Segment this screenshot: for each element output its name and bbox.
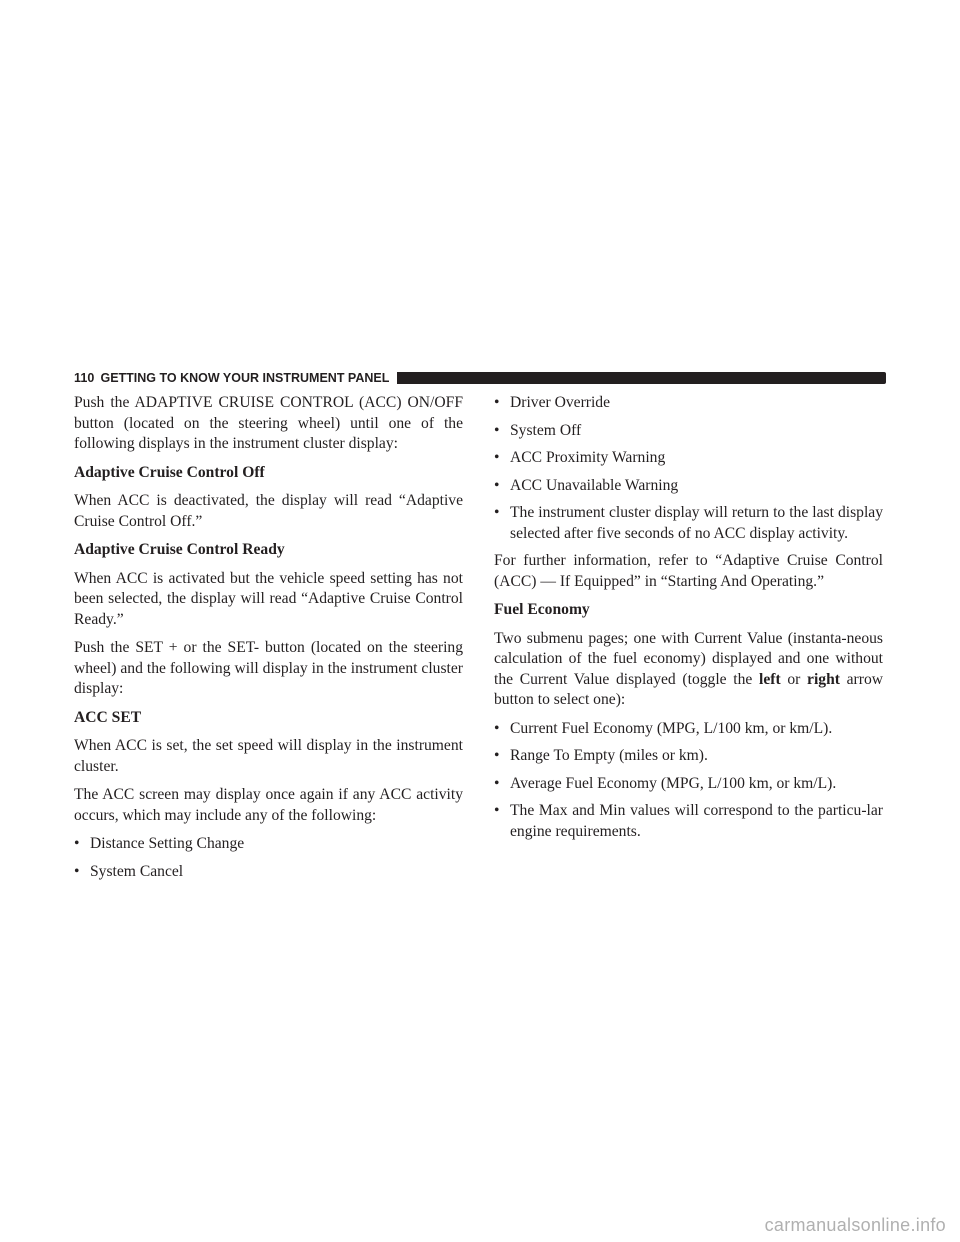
fuel-economy-paragraph (494, 629, 883, 711)
left-keyword: left (759, 670, 781, 688)
bullet-icon: • (494, 394, 500, 411)
list-item-text: Average Fuel Economy (MPG, L/100 km, or km/L). (510, 774, 837, 792)
list-item-text: ACC Proximity Warning (510, 449, 666, 466)
acc-set-heading: ACC SET (74, 708, 142, 726)
watermark: carmanualsonline.info (764, 1215, 946, 1235)
fuel-text-a: Two submenu pages; one with Current Value (instanta-neous calculation of the fuel economy) displayed and one without the Current Value displayed (toggle the (494, 629, 883, 688)
acc-off-heading: Adaptive Cruise Control Off (74, 463, 265, 481)
list-item (494, 448, 883, 469)
bullet-icon: • (494, 774, 500, 792)
bullet-icon: • (494, 802, 500, 819)
list-item (494, 476, 883, 497)
list-item (74, 834, 463, 855)
list-item (494, 774, 883, 795)
list-item (494, 746, 883, 767)
list-item (74, 862, 463, 883)
list-item-text: Range To Empty (miles or km). (510, 747, 708, 764)
list-item-text: Distance Setting Change (90, 835, 245, 852)
list-item (494, 801, 883, 842)
intro-paragraph: Push the ADAPTIVE CRUISE CONTROL (ACC) ON/OFF button (located on the steering wheel) until one of the following displays in the instrument cluster display: (74, 394, 463, 452)
acc-screen-paragraph: The ACC screen may display once again if any ACC activity occurs, which may include any of the following: (74, 786, 463, 824)
list-item-text: The instrument cluster display will return to the last display selected after five seconds of no ACC display activity. (510, 504, 883, 542)
bullet-icon: • (494, 476, 500, 494)
list-item-text: System Off (510, 421, 582, 439)
bullet-icon: • (494, 719, 500, 737)
fuel-economy-heading: Fuel Economy (494, 601, 590, 618)
list-item (494, 719, 883, 740)
list-item (494, 503, 883, 544)
set-button-paragraph: Push the SET + or the SET- button (located on the steering wheel) and the following will display in the instrument cluster display: (74, 639, 463, 697)
header-rule (397, 372, 886, 384)
acc-ready-paragraph: When ACC is activated but the vehicle speed setting has not been selected, the display will read “Adaptive Cruise Control Ready.” (74, 569, 463, 628)
list-item-text: Driver Override (510, 394, 611, 411)
right-keyword: right (807, 670, 840, 688)
list-item (494, 421, 883, 442)
bullet-icon: • (494, 504, 500, 521)
fuel-or: or (780, 670, 808, 688)
list-item-text: Current Fuel Economy (MPG, L/100 km, or km/L). (510, 719, 833, 737)
section-title: GETTING TO KNOW YOUR INSTRUMENT PANEL (100, 371, 390, 385)
bullet-icon: • (494, 449, 500, 466)
left-column (74, 393, 463, 889)
list-item-text: ACC Unavailable Warning (510, 476, 679, 494)
fuel-text-b: arrow button to select one): (494, 670, 884, 708)
acc-off-paragraph: When ACC is deactivated, the display will read “Adaptive Cruise Control Off.” (74, 492, 463, 530)
acc-set-paragraph: When ACC is set, the set speed will display in the instrument cluster. (74, 737, 463, 775)
bullet-icon: • (74, 835, 80, 852)
page-number: 110 (74, 371, 95, 385)
page-header (74, 370, 886, 386)
bullet-icon: • (494, 747, 500, 764)
bullet-icon: • (74, 862, 80, 880)
further-info-paragraph: For further information, refer to “Adaptive Cruise Control (ACC) — If Equipped” in “Starting And Operating.” (494, 552, 883, 590)
bullet-icon: • (494, 421, 500, 439)
acc-ready-heading: Adaptive Cruise Control Ready (74, 541, 285, 558)
right-column (494, 393, 883, 849)
list-item-text: System Cancel (90, 862, 184, 880)
list-item (494, 393, 883, 414)
list-item-text: The Max and Min values will correspond to the particu-lar engine requirements. (510, 802, 883, 840)
